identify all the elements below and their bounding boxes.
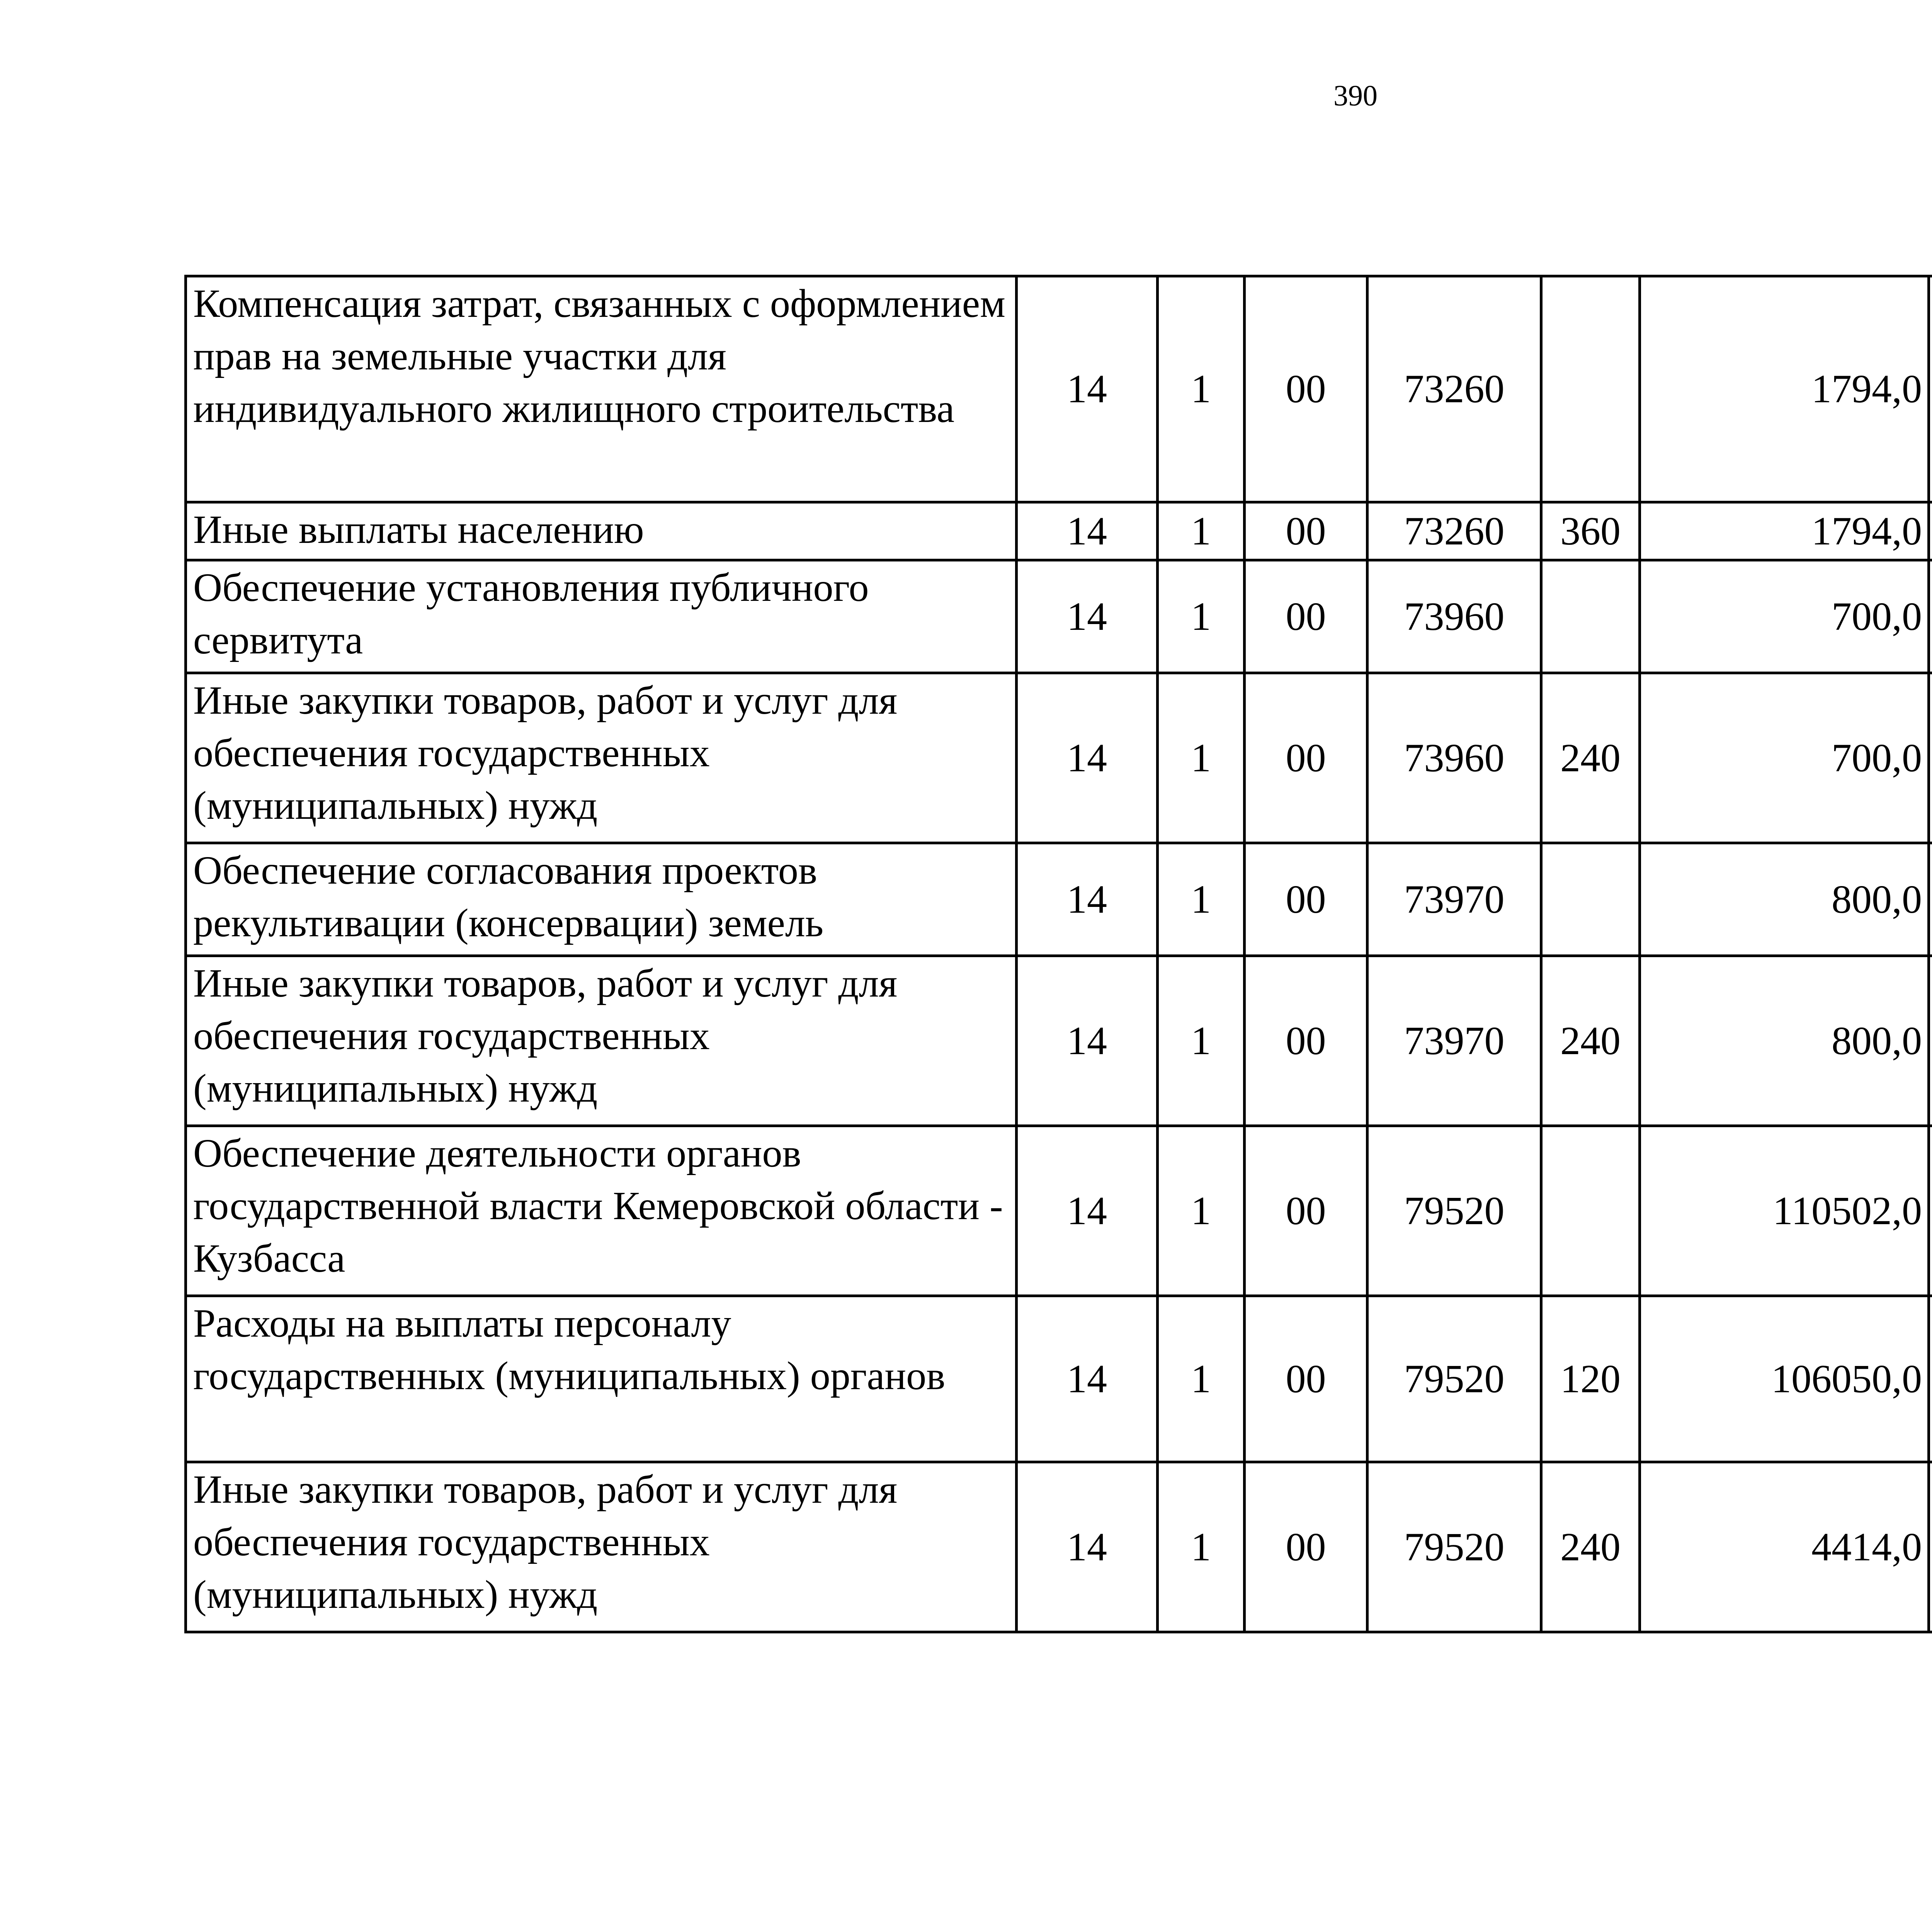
expense-type-cell [1541,560,1640,673]
expense-type-cell [1541,843,1640,956]
item-code-cell: 73960 [1367,673,1541,843]
table-row [186,1126,1932,1296]
amount-year2-cell [1929,673,1932,843]
subprogram-code-cell: 00 [1245,1296,1367,1462]
amount-year2-cell [1929,956,1932,1126]
amount-year2-cell [1929,1296,1932,1462]
item-code-cell: 73960 [1367,560,1541,673]
amount-year2-cell [1929,502,1932,560]
program-code-cell: 1 [1158,673,1245,843]
amount-year1-cell: 800,0 [1640,956,1929,1126]
expense-type-cell: 240 [1541,1462,1640,1632]
program-code-cell: 1 [1158,1296,1245,1462]
item-code-cell: 73970 [1367,956,1541,1126]
table-row [186,276,1932,502]
expense-type-cell: 240 [1541,956,1640,1126]
amount-year1-cell: 106050,0 [1640,1296,1929,1462]
table-row [186,1462,1932,1632]
table-row [186,956,1932,1126]
expense-type-cell [1541,1126,1640,1296]
program-code-cell: 1 [1158,956,1245,1126]
program-code-cell: 1 [1158,502,1245,560]
page-number: 390 [1333,80,1378,112]
table-body [186,276,1932,1632]
section-code-cell: 14 [1017,276,1158,502]
amount-year2-cell [1929,276,1932,502]
subprogram-code-cell: 00 [1245,843,1367,956]
expense-type-cell [1541,276,1640,502]
amount-year1-cell: 1794,0 [1640,276,1929,502]
section-code-cell: 14 [1017,1296,1158,1462]
row-name-cell: Иные выплаты населению [186,502,1017,560]
row-name-cell: Обеспечение установления публичного сервитута [186,560,1017,673]
row-name-cell: Обеспечение деятельности органов государственной власти Кемеровской области - Кузбасса [186,1126,1017,1296]
amount-year1-cell: 700,0 [1640,673,1929,843]
section-code-cell: 14 [1017,1126,1158,1296]
amount-year1-cell: 110502,0 [1640,1126,1929,1296]
section-code-cell: 14 [1017,956,1158,1126]
amount-year2-cell [1929,1126,1932,1296]
row-name-cell: Иные закупки товаров, работ и услуг для обеспечения государственных (муниципальных) нужд [186,673,1017,843]
row-name-cell: Компенсация затрат, связанных с оформлением прав на земельные участки для индивидуального жилищного строительства [186,276,1017,502]
expense-type-cell: 240 [1541,673,1640,843]
subprogram-code-cell: 00 [1245,502,1367,560]
table-row [186,673,1932,843]
row-name-cell: Расходы на выплаты персоналу государственных (муниципальных) органов [186,1296,1017,1462]
subprogram-code-cell: 00 [1245,560,1367,673]
item-code-cell: 73260 [1367,502,1541,560]
item-code-cell: 79520 [1367,1462,1541,1632]
item-code-cell: 79520 [1367,1126,1541,1296]
expense-type-cell: 120 [1541,1296,1640,1462]
section-code-cell: 14 [1017,502,1158,560]
section-code-cell: 14 [1017,843,1158,956]
amount-year1-cell: 800,0 [1640,843,1929,956]
item-code-cell: 73970 [1367,843,1541,956]
section-code-cell: 14 [1017,560,1158,673]
section-code-cell: 14 [1017,1462,1158,1632]
subprogram-code-cell: 00 [1245,1126,1367,1296]
item-code-cell: 73260 [1367,276,1541,502]
table-row [186,1296,1932,1462]
subprogram-code-cell: 00 [1245,956,1367,1126]
amount-year2-cell [1929,560,1932,673]
amount-year1-cell: 4414,0 [1640,1462,1929,1632]
program-code-cell: 1 [1158,560,1245,673]
row-name-cell: Иные закупки товаров, работ и услуг для обеспечения государственных (муниципальных) нужд [186,956,1017,1126]
amount-year2-cell [1929,843,1932,956]
program-code-cell: 1 [1158,843,1245,956]
table-row [186,502,1932,560]
section-code-cell: 14 [1017,673,1158,843]
table-row [186,843,1932,956]
subprogram-code-cell: 00 [1245,673,1367,843]
row-name-cell: Обеспечение согласования проектов рекультивации (консервации) земель [186,843,1017,956]
subprogram-code-cell: 00 [1245,1462,1367,1632]
program-code-cell: 1 [1158,1462,1245,1632]
item-code-cell: 79520 [1367,1296,1541,1462]
row-name-cell: Иные закупки товаров, работ и услуг для обеспечения государственных (муниципальных) нужд [186,1462,1017,1632]
subprogram-code-cell: 00 [1245,276,1367,502]
budget-table [184,275,1932,1633]
expense-type-cell: 360 [1541,502,1640,560]
program-code-cell: 1 [1158,1126,1245,1296]
amount-year2-cell [1929,1462,1932,1632]
amount-year1-cell: 1794,0 [1640,502,1929,560]
table-row [186,560,1932,673]
amount-year1-cell: 700,0 [1640,560,1929,673]
program-code-cell: 1 [1158,276,1245,502]
